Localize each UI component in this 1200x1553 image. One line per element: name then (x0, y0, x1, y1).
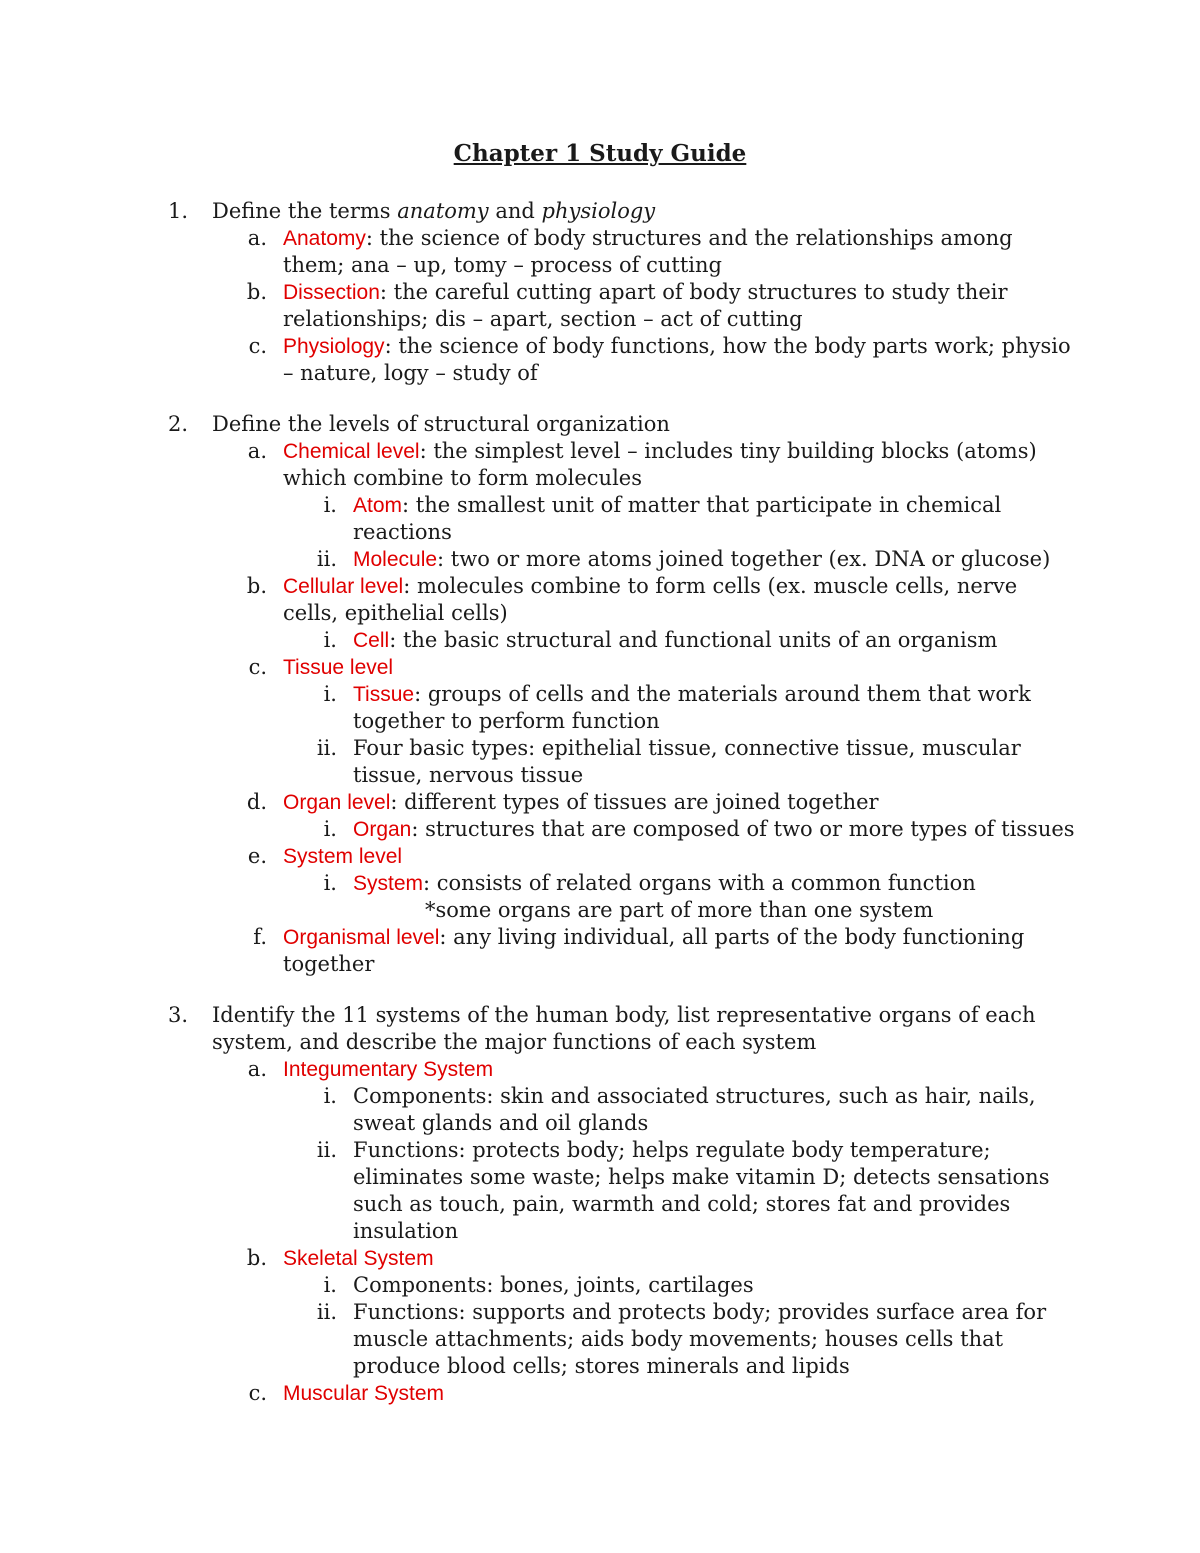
list-item: Functions: protects body; helps regulate body temperature; (353, 1138, 991, 1162)
term-physiology: physiology (541, 199, 656, 223)
key-term: Cell (353, 629, 390, 652)
list-item (353, 546, 1050, 573)
definition-continued: together to perform function (353, 709, 660, 733)
list-marker: c. (248, 655, 267, 679)
list-marker: ii. (316, 547, 337, 571)
list-item (283, 573, 1017, 600)
list-item (353, 492, 1001, 519)
key-term: Molecule (353, 548, 438, 571)
key-term: Chemical level (283, 440, 420, 463)
term-anatomy: anatomy (397, 199, 489, 223)
list-item (283, 279, 1008, 306)
list-marker: c. (248, 1381, 267, 1405)
definition: : the basic structural and functional units of an organism (389, 628, 998, 652)
definition: : any living individual, all parts of the body functioning (439, 925, 1025, 949)
side-note: *some organs are part of more than one system (425, 898, 934, 922)
list-item (283, 1380, 444, 1407)
list-marker: 1. (167, 199, 188, 223)
list-item (283, 438, 1037, 465)
list-marker: 3. (167, 1003, 188, 1027)
list-item (353, 627, 997, 654)
definition-continued: insulation (353, 1219, 459, 1243)
conjunction: and (488, 199, 542, 223)
list-marker: i. (323, 1084, 337, 1108)
list-marker: i. (323, 871, 337, 895)
definition-continued: cells, epithelial cells) (283, 601, 508, 625)
list-marker: b. (246, 574, 267, 598)
definition-continued: which combine to form molecules (283, 466, 642, 490)
list-item (283, 333, 1071, 360)
list-marker: ii. (316, 736, 337, 760)
definition-continued: such as touch, pain, warmth and cold; stores fat and provides (353, 1192, 1011, 1216)
list-marker: e. (247, 844, 267, 868)
list-item (283, 924, 1024, 951)
list-item (283, 789, 879, 816)
key-term: Organismal level (283, 926, 440, 949)
list-item: Four basic types: epithelial tissue, connective tissue, muscular (353, 736, 1021, 760)
definition: : different types of tissues are joined together (390, 790, 879, 814)
list-marker: a. (247, 226, 267, 250)
key-term: Skeletal System (283, 1247, 434, 1270)
definition-continued: produce blood cells; stores minerals and lipids (353, 1354, 850, 1378)
list-item (283, 654, 393, 681)
list-marker: ii. (316, 1138, 337, 1162)
list-item: Components: skin and associated structures, such as hair, nails, (353, 1084, 1036, 1108)
key-term: Atom (353, 494, 403, 517)
definition-continued: – nature, logy – study of (283, 361, 538, 385)
definition-continued: muscle attachments; aids body movements; houses cells that (353, 1327, 1004, 1351)
key-term: Tissue (353, 683, 415, 706)
definition: : structures that are composed of two or more types of tissues (411, 817, 1075, 841)
key-term: Dissection (283, 281, 380, 304)
key-term: System (353, 872, 424, 895)
page-title: Chapter 1 Study Guide (453, 140, 747, 167)
list-item: Functions: supports and protects body; provides surface area for (353, 1300, 1047, 1324)
key-term: Physiology (283, 335, 385, 358)
definition: : consists of related organs with a common function (423, 871, 976, 895)
definition-continued: sweat glands and oil glands (353, 1111, 649, 1135)
definition-continued: tissue, nervous tissue (353, 763, 584, 787)
definition: : molecules combine to form cells (ex. muscle cells, nerve (403, 574, 1018, 598)
key-term: Tissue level (283, 656, 394, 679)
definition: : the science of body structures and the relationships among (365, 226, 1013, 250)
key-term: Organ level (283, 791, 391, 814)
list-item: Components: bones, joints, cartilages (353, 1273, 754, 1297)
list-marker: i. (323, 1273, 337, 1297)
definition-continued: relationships; dis – apart, section – act of cutting (283, 307, 803, 331)
definition: : the simplest level – includes tiny building blocks (atoms) (419, 439, 1037, 463)
question-3: Identify the 11 systems of the human body, list representative organs of each (212, 1003, 1036, 1027)
list-marker: i. (323, 817, 337, 841)
list-marker: b. (246, 1246, 267, 1270)
list-marker: i. (323, 682, 337, 706)
list-item (283, 1245, 434, 1272)
question-2: Define the levels of structural organization (212, 412, 670, 436)
list-marker: i. (323, 493, 337, 517)
definition-continued: them; ana – up, tomy – process of cutting (283, 253, 722, 277)
question-text: Define the terms (212, 199, 398, 223)
question-1 (212, 198, 655, 225)
definition: : groups of cells and the materials around them that work (414, 682, 1031, 706)
key-term: Anatomy (283, 227, 366, 250)
definition: : the careful cutting apart of body structures to study their (379, 280, 1008, 304)
list-item (283, 1056, 493, 1083)
list-marker: b. (246, 280, 267, 304)
list-item (283, 843, 402, 870)
list-marker: 2. (167, 412, 188, 436)
list-marker: f. (253, 925, 267, 949)
list-item (353, 870, 976, 897)
definition-continued: eliminates some waste; helps make vitamin D; detects sensations (353, 1165, 1050, 1189)
list-marker: a. (247, 1057, 267, 1081)
list-item (353, 816, 1075, 843)
definition: : the smallest unit of matter that participate in chemical (402, 493, 1002, 517)
key-term: Muscular System (283, 1382, 445, 1405)
key-term: Cellular level (283, 575, 404, 598)
list-marker: a. (247, 439, 267, 463)
definition-continued: together (283, 952, 375, 976)
question-continued: system, and describe the major functions of each system (212, 1030, 817, 1054)
list-marker: c. (248, 334, 267, 358)
list-marker: ii. (316, 1300, 337, 1324)
list-marker: i. (323, 628, 337, 652)
key-term: Organ (353, 818, 412, 841)
key-term: Integumentary System (283, 1058, 494, 1081)
list-marker: d. (246, 790, 267, 814)
list-item (353, 681, 1031, 708)
definition: : the science of body functions, how the body parts work; physio (384, 334, 1071, 358)
key-term: System level (283, 845, 403, 868)
definition: : two or more atoms joined together (ex. DNA or glucose) (437, 547, 1051, 571)
list-item (283, 225, 1013, 252)
definition-continued: reactions (353, 520, 452, 544)
